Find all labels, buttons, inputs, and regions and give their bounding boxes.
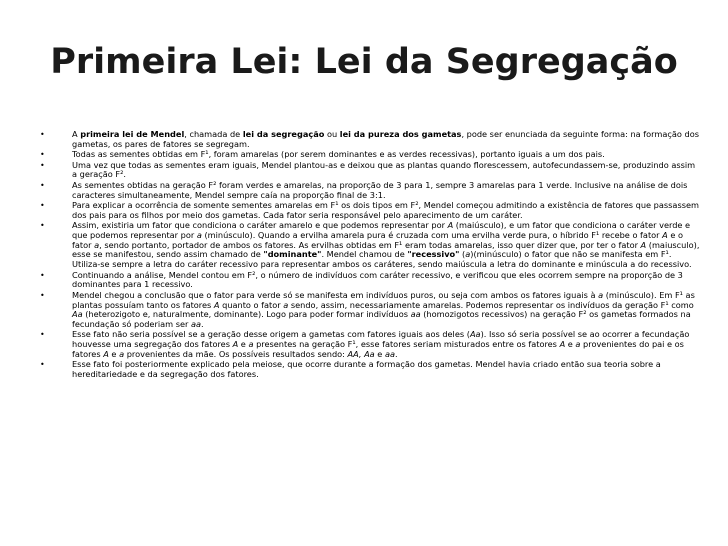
slide-title: Primeira Lei: Lei da Segregação xyxy=(50,42,678,82)
bullet-text: e xyxy=(374,348,385,359)
italic-text: A xyxy=(103,348,109,359)
bullet-item xyxy=(40,201,700,220)
bullet-text: (heterozigoto e, naturalmente, dominante). Logo para poder formar indivíduos xyxy=(82,309,411,320)
bullet-text: (minúsculo). Em F¹ as plantas possuíam tanto os fatores xyxy=(72,289,695,310)
bullet-dot-icon: • xyxy=(40,160,45,170)
italic-text: A xyxy=(662,230,668,241)
bullet-item xyxy=(40,181,700,200)
bullet-text: (minúsculo). Quando a ervilha amarela pura é cruzada com uma ervilha verde pura, o híbrido F¹ recebe o fator xyxy=(201,230,663,241)
bullet-text: Continuando a análise, Mendel contou em F², o número de indivíduos com caráter recessivo, e verificou que eles ocorrem sempre na proporção de 3 dominantes para 1 recessivo. xyxy=(72,269,683,290)
bullet-text: e xyxy=(238,339,249,350)
bullet-text: ). Isso só seria possível se ao ocorrer a fecundação houvesse uma segregação dos fatores xyxy=(72,329,690,350)
bullet-item xyxy=(40,271,700,290)
bullet-text: e xyxy=(565,339,576,350)
italic-text: aa xyxy=(190,318,202,329)
italic-text: A xyxy=(640,239,647,250)
italic-text: a xyxy=(598,289,604,300)
bullet-text: e o fator xyxy=(72,230,684,250)
italic-text: a xyxy=(465,249,471,260)
bullet-text: quanto o fator xyxy=(219,299,284,310)
bullet-text: Esse fato não seria possível se a geração desse origem a gametas com fatores iguais aos deles ( xyxy=(72,329,470,340)
bullet-item xyxy=(40,360,700,379)
bullet-text: presentes na geração F¹, esse fatores seriam misturados entre os fatores xyxy=(253,339,560,350)
bullet-text: (maiúsculo), e um fator que condiciona o caráter verde e que podemos representar por xyxy=(72,220,691,241)
bullet-text: ou xyxy=(324,129,340,139)
bullet-dot-icon: • xyxy=(40,360,45,370)
bullet-item xyxy=(40,161,700,180)
italic-text: A xyxy=(232,339,239,350)
italic-text: a xyxy=(575,339,581,350)
italic-text: aa xyxy=(410,309,421,320)
bold-text: "dominante" xyxy=(263,249,322,260)
italic-text: A xyxy=(447,220,454,231)
italic-text: a xyxy=(283,299,289,310)
bullet-text: Assim, existiria um fator que condiciona o caráter amarelo e que podemos representar por xyxy=(72,220,448,231)
bullet-text: (homozigotos recessivos) na geração F² os gametas formados na fecundação só poderiam ser xyxy=(72,309,691,329)
bullet-text: . xyxy=(201,318,204,329)
italic-text: a xyxy=(196,230,202,241)
bullet-text: Todas as sementes obtidas em F¹, foram amarelas (por serem dominantes e as verdes recessivas), portanto iguais a um dos pais. xyxy=(72,149,605,160)
bullet-text: Mendel chegou a conclusão que o fator para verde só se manifesta em indivíduos puros, ou seja com ambos os fatores iguais à xyxy=(72,289,599,300)
bullet-dot-icon: • xyxy=(40,270,45,280)
italic-text: A xyxy=(213,299,220,310)
bullet-text: provenientes do pai e os fatores xyxy=(72,339,684,359)
bold-text: lei da segregação xyxy=(242,129,325,139)
bullet-dot-icon: • xyxy=(40,130,45,139)
bullet-text: , chamada de xyxy=(184,129,243,139)
bullet-text: As sementes obtidas na geração F² foram verdes e amarelas, na proporção de 3 para 1, sempre 3 amarelas para 1 verde. Inclusive na análise de dois caracteres simultaneamente, Mendel sempre caía na proporção final de 3:1. xyxy=(72,179,688,200)
bullet-dot-icon: • xyxy=(40,201,45,211)
bullet-text: e xyxy=(108,348,120,359)
bullet-text: sendo, assim, necessariamente amarelas. Podemos representar os indivíduos da geração F¹ como xyxy=(288,299,694,310)
bullet-text: )(minúsculo) o fator que não se manifesta em F¹. Utiliza-se sempre a letra do caráter recessivo para representar ambos os caráteres, sendo maiúscula a letra do dominante e minúscula a do recessivo. xyxy=(72,249,692,270)
italic-text: Aa xyxy=(469,329,481,340)
bullet-text: Para explicar a ocorrência de somente sementes amarelas em F¹ os dois tipos em F², Mendel começou admitindo a existência de fatores que passassem dos pais para os filhos por meio dos gametas. Cada fator seria responsável pelo aparecimento de um caráter. xyxy=(72,200,699,220)
italic-text: a xyxy=(94,239,100,250)
bullet-dot-icon: • xyxy=(40,290,45,300)
bullet-text: ( xyxy=(459,249,466,260)
italic-text: AA, Aa xyxy=(347,348,375,359)
bullet-item xyxy=(40,291,700,330)
italic-text: a xyxy=(119,348,125,359)
bold-text: primeira lei de Mendel xyxy=(80,129,185,139)
italic-text: Aa xyxy=(72,309,83,320)
bullet-dot-icon: • xyxy=(40,180,45,190)
bold-text: lei da pureza dos gametas xyxy=(339,129,462,139)
bullet-item xyxy=(40,221,700,270)
bullet-text: . xyxy=(395,348,398,359)
bullet-text: (maiusculo), esse se manifestou, sendo assim chamado de xyxy=(72,239,700,260)
bullet-text: Uma vez que todas as sementes eram iguais, Mendel plantou-as e deixou que as plantas quando florescessem, autofecundassem-se, produzindo assim a geração F². xyxy=(72,159,696,180)
bullet-dot-icon: • xyxy=(40,221,45,231)
bullet-dot-icon: • xyxy=(40,330,45,340)
bullet-list xyxy=(40,130,700,381)
italic-text: A xyxy=(559,339,566,350)
bullet-text: . Mendel chamou de xyxy=(321,249,408,260)
bullet-item xyxy=(40,130,700,149)
bullet-text: , pode ser enunciada da seguinte forma: na formação dos gametas, os pares de fatores se segregam. xyxy=(72,129,699,149)
bullet-dot-icon: • xyxy=(40,150,45,160)
bullet-item xyxy=(40,330,700,359)
bullet-text: , sendo portanto, portador de ambos os fatores. As ervilhas obtidas em F¹ eram todas amarelas, isso quer dizer que, por ter o fator xyxy=(99,239,641,250)
bullet-item xyxy=(40,150,700,160)
bold-text: "recessivo" xyxy=(407,249,460,260)
bullet-text: provenientes da mãe. Os possíveis resultados sendo: xyxy=(124,348,348,359)
italic-text: a xyxy=(248,339,254,350)
bullet-text: Esse fato foi posteriormente explicado pela meiose, que ocorre durante a formação dos gametas. Mendel havia criado então sua teoria sobre a hereditariedade e da segregação dos fatores. xyxy=(72,359,661,380)
italic-text: aa xyxy=(384,348,395,359)
bullet-text: A xyxy=(72,129,81,139)
